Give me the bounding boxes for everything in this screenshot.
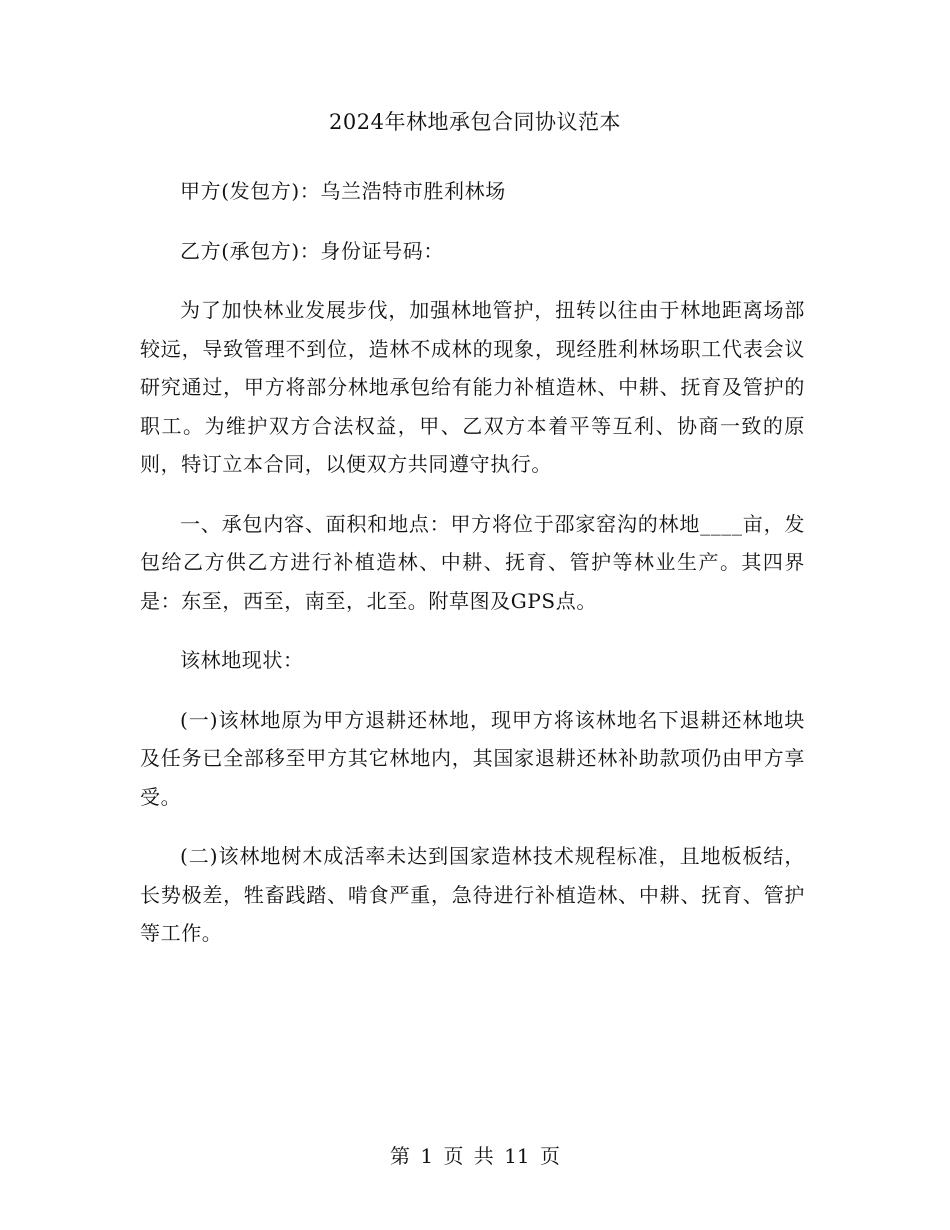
status-item-two: (二)该林地树木成活率未达到国家造林技术规程标准，且地板板结，长势极差，牲畜践踏、啃食严重，急待进行补植造林、中耕、抚育、管护等工作。 (140, 844, 805, 945)
document-body (140, 172, 805, 974)
preamble-paragraph: 为了加快林业发展步伐，加强林地管护，扭转以往由于林地距离场部较远，导致管理不到位，造林不成林的现象，现经胜利林场职工代表会议研究通过，甲方将部分林地承包给有能力补植造林、中耕、抚育及管护的职工。为维护双方合法权益，甲、乙双方本着平等互利、协商一致的原则，特订立本合同，以便双方共同遵守执行。 (140, 298, 805, 476)
section-one-paragraph: 一、承包内容、面积和地点：甲方将位于邵家窑沟的林地____亩，发包给乙方供乙方进行补植造林、中耕、抚育、管护等林业生产。其四界是：东至，西至，南至，北至。附草图及GPS点。 (140, 511, 805, 613)
party-b-line: 乙方(承包方)：身份证号码： (180, 238, 445, 263)
party-a-line: 甲方(发包方)：乌兰浩特市胜利林场 (180, 179, 506, 203)
document-title: 2024年林地承包合同协议范本 (329, 110, 621, 134)
page-number-footer: 第 1 页 共 11 页 (390, 1144, 560, 1168)
status-item-one: (一)该林地原为甲方退耕还林地，现甲方将该林地名下退耕还林地块及任务已全部移至甲方其它林地内，其国家退耕还林补助款项仍由甲方享受。 (140, 707, 805, 809)
land-status-heading: 该林地现状： (180, 648, 304, 672)
